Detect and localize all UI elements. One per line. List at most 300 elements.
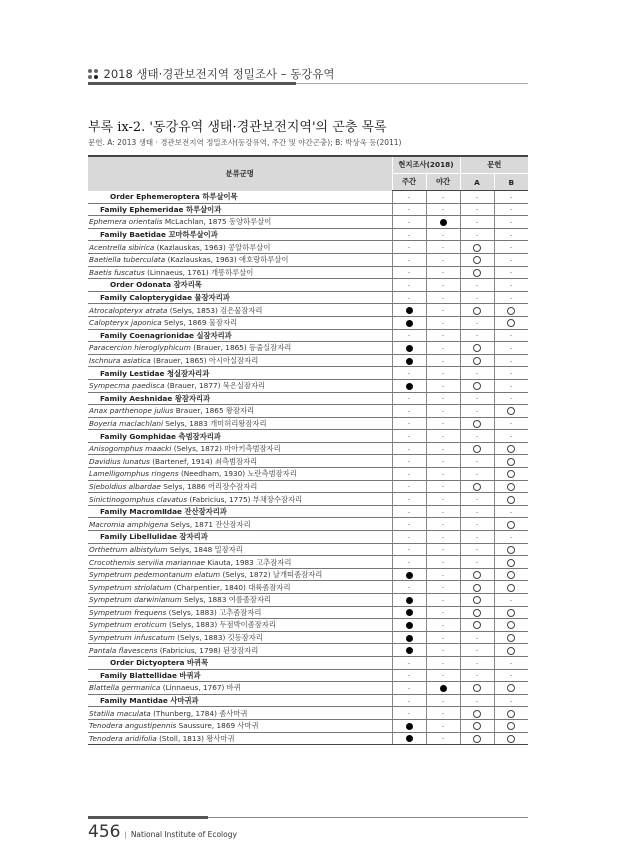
mark-cell-b	[494, 543, 528, 556]
dash-icon	[510, 663, 512, 664]
mark-cell-a	[460, 707, 494, 720]
dash-icon	[442, 663, 444, 664]
mark-cell-day	[392, 644, 426, 657]
mark-cell-b	[494, 442, 528, 455]
taxon-name	[88, 442, 392, 455]
filled-circle-icon	[406, 735, 413, 742]
mark-cell-b	[494, 619, 528, 632]
mark-cell-b	[494, 468, 528, 481]
open-circle-icon	[473, 357, 481, 365]
scientific-name: Tenodera aridifolia	[89, 733, 157, 743]
mark-cell-day	[392, 329, 426, 342]
taxon-name: Family Blattellidae 바퀴과	[88, 669, 392, 682]
filled-circle-icon	[406, 647, 413, 654]
taxon-name	[88, 719, 392, 732]
filled-circle-icon	[406, 723, 413, 730]
taxon-name	[88, 619, 392, 632]
author-common-name: (Kazlauskas, 1963) 애호랑하루살이	[165, 255, 289, 265]
mark-cell-day	[392, 241, 426, 254]
mark-cell-a	[460, 304, 494, 317]
mark-cell-night	[426, 316, 460, 329]
filled-circle-icon	[406, 572, 413, 579]
scientific-name: Tenodera angustipennis	[89, 721, 177, 731]
scientific-name: Boyeria maclachlani	[89, 418, 163, 428]
mark-cell-day	[392, 253, 426, 266]
dash-icon	[408, 222, 410, 223]
mark-cell-night	[426, 442, 460, 455]
table-row-species	[88, 707, 528, 720]
mark-cell-night	[426, 430, 460, 443]
table-row-species	[88, 493, 528, 506]
open-circle-icon	[507, 609, 515, 617]
mark-cell-b	[494, 279, 528, 292]
table-body	[88, 191, 528, 745]
dash-icon	[442, 575, 444, 576]
mark-cell-day	[392, 216, 426, 229]
mark-cell-day	[392, 442, 426, 455]
mark-cell-day	[392, 619, 426, 632]
author-common-name: (Selys, 1883) 두점박이좀잠자리	[166, 620, 276, 630]
dash-icon	[408, 197, 410, 198]
dash-icon	[476, 411, 478, 412]
scientific-name: Sympecma paedisca	[89, 381, 165, 391]
mark-cell-a	[460, 493, 494, 506]
scientific-name: Davidius lunatus	[89, 456, 150, 466]
table-row-species	[88, 354, 528, 367]
mark-cell-night	[426, 480, 460, 493]
col-taxon-header: 분류군명	[88, 156, 392, 191]
open-circle-icon	[507, 496, 515, 504]
mark-cell-day	[392, 417, 426, 430]
dash-icon	[408, 474, 410, 475]
taxon-name	[88, 644, 392, 657]
col-a: A	[460, 174, 494, 191]
open-circle-icon	[473, 609, 481, 617]
mark-cell-b	[494, 480, 528, 493]
author-common-name: (Needham, 1930) 노란측범잠자리	[178, 469, 297, 479]
mark-cell-a	[460, 405, 494, 418]
mark-cell-b	[494, 656, 528, 669]
dash-icon	[476, 222, 478, 223]
author-common-name: McLachlan, 1875 동양하루살이	[162, 217, 272, 227]
mark-cell-night	[426, 216, 460, 229]
footer-rule	[88, 817, 528, 818]
taxon-name: Order Odonata 잠자리목	[88, 279, 392, 292]
open-circle-icon	[507, 684, 515, 692]
mark-cell-a	[460, 518, 494, 531]
author-common-name: (Selys, 1883) 고추좀잠자리	[166, 607, 262, 617]
open-circle-icon	[507, 470, 515, 478]
dash-icon	[510, 235, 512, 236]
open-circle-icon	[473, 684, 481, 692]
mark-cell-a	[460, 732, 494, 745]
mark-cell-night	[426, 581, 460, 594]
dash-icon	[408, 486, 410, 487]
dash-icon	[442, 524, 444, 525]
mark-cell-a	[460, 266, 494, 279]
running-header	[88, 66, 335, 82]
col-b: B	[494, 174, 528, 191]
col-group-survey: 현지조사(2018)	[392, 156, 460, 174]
mark-cell-a	[460, 342, 494, 355]
mark-cell-b	[494, 531, 528, 544]
mark-cell-night	[426, 694, 460, 707]
dash-icon	[510, 272, 512, 273]
taxon-name: Family Lestidae 청실잠자리과	[88, 367, 392, 380]
dash-icon	[408, 436, 410, 437]
dash-icon	[510, 348, 512, 349]
dash-icon	[442, 411, 444, 412]
filled-circle-icon	[406, 635, 413, 642]
dash-icon	[510, 512, 512, 513]
mark-cell-night	[426, 556, 460, 569]
open-circle-icon	[507, 307, 515, 315]
filled-circle-icon	[406, 383, 413, 390]
mark-cell-b	[494, 354, 528, 367]
table-row-family	[88, 367, 528, 380]
scientific-name: Acentrella sibirica	[89, 242, 155, 252]
mark-cell-day	[392, 405, 426, 418]
dash-icon	[442, 713, 444, 714]
mark-cell-night	[426, 455, 460, 468]
mark-cell-day	[392, 707, 426, 720]
open-circle-icon	[473, 571, 481, 579]
mark-cell-night	[426, 191, 460, 204]
scientific-name: Baetiella tuberculata	[89, 255, 166, 265]
dash-icon	[476, 650, 478, 651]
dash-icon	[442, 474, 444, 475]
dash-icon	[510, 675, 512, 676]
mark-cell-a	[460, 594, 494, 607]
author-common-name: Selys, 1871 잔산잠자리	[168, 519, 251, 529]
dash-icon	[442, 335, 444, 336]
mark-cell-b	[494, 556, 528, 569]
dash-icon	[408, 587, 410, 588]
mark-cell-a	[460, 568, 494, 581]
page-number: 456	[88, 822, 121, 842]
table-row-family	[88, 694, 528, 707]
col-group-literature: 문헌	[460, 156, 528, 174]
mark-cell-day	[392, 455, 426, 468]
dash-icon	[510, 285, 512, 286]
dash-icon	[476, 512, 478, 513]
table-row-species	[88, 241, 528, 254]
dash-icon	[510, 209, 512, 210]
filled-circle-icon	[440, 685, 447, 692]
dash-icon	[476, 323, 478, 324]
taxon-name: Family Mantidae 사마귀과	[88, 694, 392, 707]
table-row-species	[88, 581, 528, 594]
mark-cell-night	[426, 505, 460, 518]
taxon-name	[88, 556, 392, 569]
mark-cell-a	[460, 556, 494, 569]
taxon-name: Family Libellulidae 잠자리과	[88, 531, 392, 544]
open-circle-icon	[507, 458, 515, 466]
author-common-name: Brauer, 1865 왕잠자리	[173, 406, 255, 416]
taxon-name	[88, 581, 392, 594]
mark-cell-b	[494, 430, 528, 443]
scientific-name: Crocothemis servilia mariannae	[89, 557, 206, 567]
header-rule	[88, 83, 528, 84]
mark-cell-day	[392, 304, 426, 317]
mark-cell-day	[392, 568, 426, 581]
scientific-name: Anisogomphus maacki	[89, 444, 172, 454]
dash-icon	[442, 361, 444, 362]
mark-cell-a	[460, 417, 494, 430]
dash-icon	[510, 247, 512, 248]
mark-cell-b	[494, 694, 528, 707]
dash-icon	[476, 663, 478, 664]
table-row-order	[88, 191, 528, 204]
table-row-family	[88, 291, 528, 304]
mark-cell-b	[494, 644, 528, 657]
table-row-species	[88, 594, 528, 607]
mark-cell-night	[426, 354, 460, 367]
dash-icon	[442, 348, 444, 349]
mark-cell-day	[392, 556, 426, 569]
scientific-name: Lamelligomphus ringens	[89, 469, 179, 479]
dash-icon	[408, 675, 410, 676]
dash-icon	[476, 197, 478, 198]
mark-cell-a	[460, 669, 494, 682]
open-circle-icon	[473, 420, 481, 428]
mark-cell-day	[392, 732, 426, 745]
mark-cell-day	[392, 367, 426, 380]
author-common-name: (Bartenef, 1914) 쇠측범잠자리	[149, 456, 258, 466]
mark-cell-night	[426, 594, 460, 607]
taxon-name	[88, 417, 392, 430]
taxon-name: Family Calopterygidae 물잠자리과	[88, 291, 392, 304]
filled-circle-icon	[406, 345, 413, 352]
table-row-species	[88, 216, 528, 229]
mark-cell-night	[426, 367, 460, 380]
mark-cell-b	[494, 669, 528, 682]
table-row-family	[88, 392, 528, 405]
mark-cell-day	[392, 682, 426, 695]
mark-cell-day	[392, 581, 426, 594]
taxon-name	[88, 266, 392, 279]
scientific-name: Sympetrum infuscatum	[89, 633, 175, 643]
dash-icon	[408, 537, 410, 538]
dash-icon	[442, 272, 444, 273]
taxon-name	[88, 342, 392, 355]
table-row-family	[88, 203, 528, 216]
table-row-species	[88, 304, 528, 317]
dash-icon	[510, 436, 512, 437]
mark-cell-night	[426, 631, 460, 644]
dash-icon	[476, 436, 478, 437]
taxon-name: Family Ephemeridae 하루살이과	[88, 203, 392, 216]
open-circle-icon	[507, 584, 515, 592]
author-common-name: Selys, 1886 어리장수잠자리	[160, 481, 258, 491]
mark-cell-b	[494, 417, 528, 430]
dash-icon	[442, 235, 444, 236]
mark-cell-b	[494, 304, 528, 317]
dash-icon	[442, 298, 444, 299]
dash-icon	[510, 701, 512, 702]
dash-icon	[442, 486, 444, 487]
open-circle-icon	[507, 571, 515, 579]
col-night: 야간	[426, 174, 460, 191]
dash-icon	[408, 411, 410, 412]
mark-cell-night	[426, 329, 460, 342]
dash-icon	[442, 549, 444, 550]
dash-icon	[510, 361, 512, 362]
author-common-name: Selys, 1883 개미허리왕잠자리	[162, 418, 267, 428]
dash-icon	[442, 675, 444, 676]
footer-separator: |	[124, 831, 127, 839]
table-row-family	[88, 505, 528, 518]
dash-icon	[510, 260, 512, 261]
mark-cell-b	[494, 379, 528, 392]
taxon-name: Family Baetidae 꼬마하루살이과	[88, 228, 392, 241]
mark-cell-night	[426, 253, 460, 266]
dash-icon	[442, 423, 444, 424]
open-circle-icon	[473, 483, 481, 491]
mark-cell-day	[392, 316, 426, 329]
author-common-name: Kiauta, 1983 고추잠자리	[205, 557, 292, 567]
mark-cell-night	[426, 228, 460, 241]
mark-cell-b	[494, 405, 528, 418]
mark-cell-a	[460, 531, 494, 544]
mark-cell-day	[392, 468, 426, 481]
open-circle-icon	[473, 710, 481, 718]
mark-cell-night	[426, 203, 460, 216]
dash-icon	[442, 562, 444, 563]
taxon-name	[88, 568, 392, 581]
open-circle-icon	[507, 319, 515, 327]
taxon-name	[88, 253, 392, 266]
filled-circle-icon	[406, 320, 413, 327]
mark-cell-a	[460, 291, 494, 304]
mark-cell-night	[426, 656, 460, 669]
mark-cell-a	[460, 228, 494, 241]
mark-cell-b	[494, 228, 528, 241]
mark-cell-a	[460, 455, 494, 468]
insect-list-table	[88, 155, 528, 745]
dash-icon	[408, 562, 410, 563]
mark-cell-day	[392, 531, 426, 544]
table-row-species	[88, 568, 528, 581]
author-common-name: (Fabricius, 1798) 된장잠자리	[157, 645, 259, 655]
mark-cell-a	[460, 480, 494, 493]
mark-cell-b	[494, 505, 528, 518]
mark-cell-day	[392, 694, 426, 707]
taxon-name	[88, 354, 392, 367]
open-circle-icon	[473, 722, 481, 730]
table-row-species	[88, 455, 528, 468]
dash-icon	[442, 398, 444, 399]
mark-cell-night	[426, 531, 460, 544]
mark-cell-day	[392, 392, 426, 405]
table-row-species	[88, 266, 528, 279]
mark-cell-night	[426, 682, 460, 695]
filled-circle-icon	[440, 219, 447, 226]
dash-icon	[442, 726, 444, 727]
author-common-name: Selys, 1883 여름좀잠자리	[181, 595, 272, 605]
table-row-species	[88, 417, 528, 430]
taxon-name	[88, 732, 392, 745]
taxon-name	[88, 594, 392, 607]
mark-cell-day	[392, 631, 426, 644]
col-day: 주간	[392, 174, 426, 191]
scientific-name: Sieboldius albardae	[89, 481, 161, 491]
dash-icon	[442, 436, 444, 437]
open-circle-icon	[507, 647, 515, 655]
mark-cell-night	[426, 379, 460, 392]
table-row-family	[88, 228, 528, 241]
mark-cell-night	[426, 518, 460, 531]
table-row-species	[88, 379, 528, 392]
author-common-name: (Linnaeus, 1761) 개똥하루살이	[144, 267, 254, 277]
mark-cell-night	[426, 417, 460, 430]
taxon-name	[88, 455, 392, 468]
dash-icon	[510, 373, 512, 374]
taxon-name	[88, 543, 392, 556]
mark-cell-b	[494, 682, 528, 695]
mark-cell-b	[494, 455, 528, 468]
dash-icon	[408, 272, 410, 273]
mark-cell-b	[494, 253, 528, 266]
mark-cell-day	[392, 228, 426, 241]
mark-cell-a	[460, 279, 494, 292]
mark-cell-a	[460, 468, 494, 481]
table-row-species	[88, 543, 528, 556]
dash-icon	[408, 373, 410, 374]
author-common-name: (Fabricius, 1775) 부채장수잠자리	[187, 494, 303, 504]
dash-icon	[408, 663, 410, 664]
mark-cell-night	[426, 405, 460, 418]
author-common-name: (Linnaeus, 1767) 바퀴	[160, 683, 241, 693]
table-row-species	[88, 468, 528, 481]
table-row-order	[88, 656, 528, 669]
scientific-name: Sinictinogomphus clavatus	[89, 494, 188, 504]
scientific-name: Anax parthenope julius	[89, 406, 174, 416]
dash-icon	[408, 260, 410, 261]
dash-icon	[442, 587, 444, 588]
author-common-name: (Brauer, 1877) 묵은실잠자리	[164, 381, 266, 391]
dash-icon	[476, 298, 478, 299]
mark-cell-day	[392, 594, 426, 607]
dash-icon	[476, 235, 478, 236]
mark-cell-day	[392, 279, 426, 292]
dash-icon	[442, 512, 444, 513]
filled-circle-icon	[406, 609, 413, 616]
mark-cell-b	[494, 518, 528, 531]
open-circle-icon	[473, 445, 481, 453]
mark-cell-a	[460, 694, 494, 707]
footer	[88, 822, 237, 842]
author-common-name: Selys, 1869 물잠자리	[161, 318, 238, 328]
mark-cell-b	[494, 342, 528, 355]
mark-cell-b	[494, 329, 528, 342]
mark-cell-a	[460, 191, 494, 204]
mark-cell-night	[426, 468, 460, 481]
scientific-name: Ischnura asiatica	[89, 356, 151, 366]
dash-icon	[442, 701, 444, 702]
dash-icon	[510, 600, 512, 601]
scientific-name: Sympetrum frequens	[89, 607, 167, 617]
open-circle-icon	[473, 596, 481, 604]
dash-icon	[408, 549, 410, 550]
table-row-family	[88, 669, 528, 682]
mark-cell-a	[460, 379, 494, 392]
dash-icon	[408, 423, 410, 424]
taxon-name: Family Aeshnidae 왕잠자리과	[88, 392, 392, 405]
mark-cell-night	[426, 342, 460, 355]
open-circle-icon	[507, 559, 515, 567]
table-row-family	[88, 430, 528, 443]
